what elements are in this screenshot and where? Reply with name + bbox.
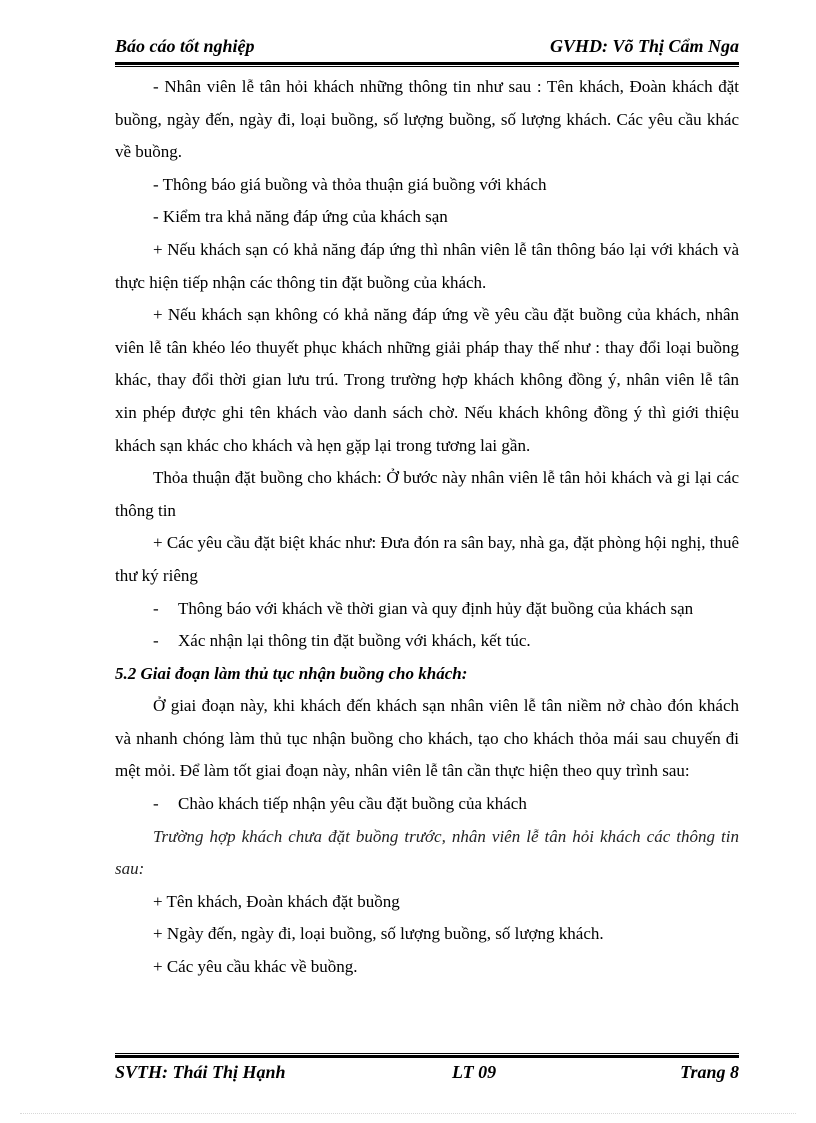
bullet-text: Xác nhận lại thông tin đặt buồng với khách, kết túc. [178,631,531,651]
paragraph: Ở giai đoạn này, khi khách đến khách sạn nhân viên lễ tân niềm nở chào đón khách và nhanh chóng làm thủ tục nhận buồng cho khách, tạo cho khách thỏa mái sau chuyến đi mệt mỏi. Để làm tốt giai đoạn này, nhân viên lễ tân cần thực hiện theo quy trình sau: [115,696,739,781]
header-supervisor: GVHD: Võ Thị Cẩm Nga [549,36,739,56]
footer-rule-thin [115,1053,739,1054]
footer-page-number: Trang 8 [680,1062,739,1082]
paragraph: + Nếu khách sạn có khả năng đáp ứng thì nhân viên lễ tân thông báo lại với khách và thực hiện tiếp nhận các thông tin đặt buồng của khách. [115,239,739,292]
paragraph: + Ngày đến, ngày đi, loại buồng, số lượng buồng, số lượng khách. [153,924,604,944]
page-footer [115,1062,739,1086]
paragraph: Thỏa thuận đặt buồng cho khách: Ở bước này nhân viên lễ tân hỏi khách và gi lại các thông tin [115,468,739,520]
paragraph: + Các yêu cầu khác về buồng. [153,957,358,977]
page-header [115,36,739,62]
paragraph: - Nhân viên lễ tân hỏi khách những thông tin như sau : Tên khách, Đoàn khách đặt buồng, ngày đến, ngày đi, loại buồng, số lượng buồng, số lượng khách. Các yêu cầu khác về buồng. [115,77,739,162]
bullet-mark: - [153,631,159,651]
bullet-mark: - [153,794,159,814]
italic-paragraph: Trường hợp khách chưa đặt buồng trước, nhân viên lễ tân hỏi khách các thông tin sau: [115,826,739,879]
footer-rule-thick [115,1055,739,1058]
page-body [115,71,739,984]
paragraph: + Tên khách, Đoàn khách đặt buồng [153,891,400,911]
header-rule-thin [115,66,739,67]
bullet-item [115,625,739,658]
bullet-text: Chào khách tiếp nhận yêu cầu đặt buồng của khách [178,794,527,814]
bullet-item [115,593,739,626]
footer-class: LT 09 [452,1062,497,1082]
bullet-item [115,788,739,821]
header-rule-thick [115,62,739,65]
header-report-title: Báo cáo tốt nghiệp [115,36,255,56]
section-heading: 5.2 Giai đoạn làm thủ tục nhận buồng cho khách: [115,663,468,683]
paragraph: + Nếu khách sạn không có khả năng đáp ứng về yêu cầu đặt buồng của khách, nhân viên lễ tân khéo léo thuyết phục khách những giải pháp thay thế như : thay đổi loại buồng khác, thay đổi thời gian lưu trú. Trong trường hợp khách không đồng ý, nhân viên lễ tân xin phép được ghi tên khách vào danh sách chờ. Nếu khách không đồng ý thì giới thiệu khách sạn khác cho khách và hẹn gặp lại trong tương lai gần. [115,305,739,455]
footer-student: SVTH: Thái Thị Hạnh [115,1062,286,1082]
paragraph: + Các yêu cầu đặt biệt khác như: Đưa đón ra sân bay, nhà ga, đặt phòng hội nghị, thuê thư ký riêng [115,533,739,585]
bullet-mark: - [153,598,159,618]
paragraph: - Thông báo giá buồng và thỏa thuận giá buồng với khách [153,174,547,194]
paragraph: - Kiểm tra khả năng đáp ứng của khách sạn [153,207,448,227]
page-bottom-dotted-line [20,1113,796,1114]
bullet-text: Thông báo với khách về thời gian và quy định hủy đặt buồng của khách sạn [178,598,694,618]
